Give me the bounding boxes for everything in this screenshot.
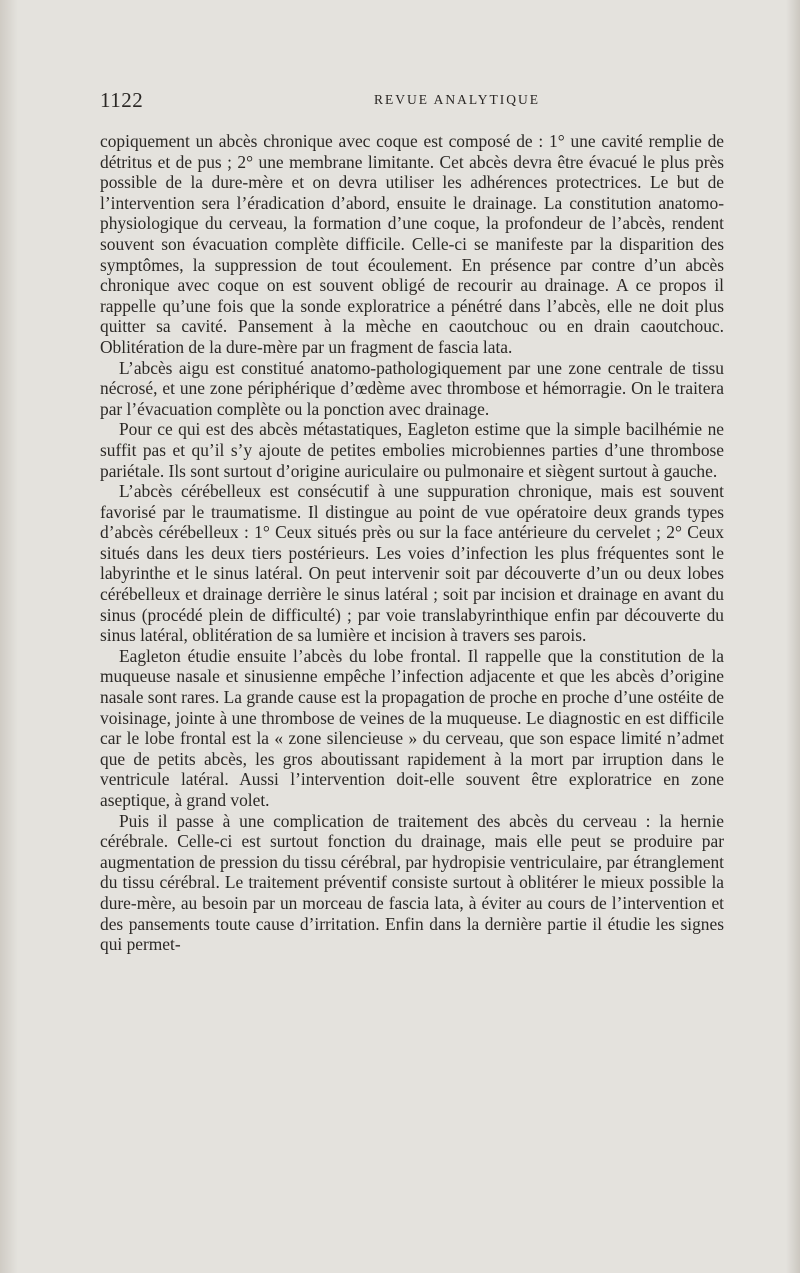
article-body <box>100 131 724 955</box>
paragraph-cerebellar-abscess: L’abcès cérébelleux est consécutif à une suppuration chronique, mais est souvent favorisé par le traumatisme. Il distingue au point de vue opératoire deux grands types d’abcès cérébelleux : 1° Ceux situés près ou sur la face antérieure du cervelet ; 2° Ceux situés dans les deux tiers postérieurs. Les voies d’infection les plus fréquentes sont le labyrinthe et le sinus latéral. On peut intervenir soit par découverte d’un ou deux lobes cérébelleux et drainage derrière le sinus latéral ; soit par incision et drainage en avant du sinus (procédé plein de difficulté) ; par voie translabyrinthique enfin par découverte du sinus latéral, oblitération de sa lumière et incision à travers ses parois. <box>100 481 724 646</box>
paragraph-cerebral-hernia: Puis il passe à une complication de traitement des abcès du cerveau : la hernie cérébrale. Celle-ci est surtout fonction du drainage, mais elle peut se produire par augmentation de pression du tissu cérébral, par hydropisie ventriculaire, par étranglement du tissu cérébral. Le traitement préventif consiste surtout à oblitérer le mieux possible la dure-mère, au besoin par un morceau de fascia lata, à éviter au cours de l’intervention et des pansements toute cause d’irritation. Enfin dans la dernière partie il étudie les signes qui permet- <box>100 810 724 955</box>
page-number: 1122 <box>100 88 144 112</box>
paragraph-frontal-abscess: Eagleton étudie ensuite l’abcès du lobe frontal. Il rappelle que la constitution de la muqueuse nasale et sinusienne empêche l’infection adjacente et que les abcès d’origine nasale sont rares. La grande cause est la propagation de proche en proche d’une ostéite de voisinage, jointe à une thrombose de veines de la muqueuse. Le diagnostic en est difficile car le lobe frontal est la « zone silencieuse » du cerveau, que son espace limité n’admet que de petits abcès, les gros aboutissant rapidement à la mort par irruption dans le ventricule latéral. Aussi l’intervention doit-elle souvent être exploratrice en zone aseptique, à grand volet. <box>100 645 724 810</box>
paragraph-metastatic-abscess: Pour ce qui est des abcès métastatiques, Eagleton estime que la simple bacilhémie ne suffit pas et qu’il s’y ajoute de petites embolies microbiennes parties d’une thrombose pariétale. Ils sont surtout d’origine auriculaire ou pulmonaire et siègent surtout à gauche. <box>100 419 724 481</box>
paragraph-chronic-abscess: copiquement un abcès chronique avec coque est composé de : 1° une cavité remplie de détritus et de pus ; 2° une membrane limitante. Cet abcès devra être évacué le plus près possible de la dure-mère et on devra utiliser les adhérences protectrices. Le but de l’intervention sera l’éradication d’abord, ensuite le drainage. La constitution anatomo-physiologique du cerveau, la formation d’une coque, la profondeur de l’abcès, rendent souvent son évacuation complète difficile. Celle-ci se manifeste par la disparition des symptômes, la suppression de tout écoulement. En présence par contre d’un abcès chronique avec coque on est souvent obligé de recourir au drainage. A ce propos il rappelle qu’une fois que la sonde exploratrice a pénétré dans l’abcès, elle ne doit plus quitter sa cavité. Pansement à la mèche en caoutchouc ou en drain caoutchouc. Oblitération de la dure-mère par un fragment de fascia lata. <box>100 131 724 357</box>
paragraph-acute-abscess: L’abcès aigu est constitué anatomo-pathologiquement par une zone centrale de tissu nécrosé, et une zone périphérique d’œdème avec thrombose et hémorragie. On le traitera par l’évacuation complète ou la ponction avec drainage. <box>100 357 724 419</box>
journal-title: REVUE ANALYTIQUE <box>373 92 540 107</box>
running-head <box>100 88 724 114</box>
